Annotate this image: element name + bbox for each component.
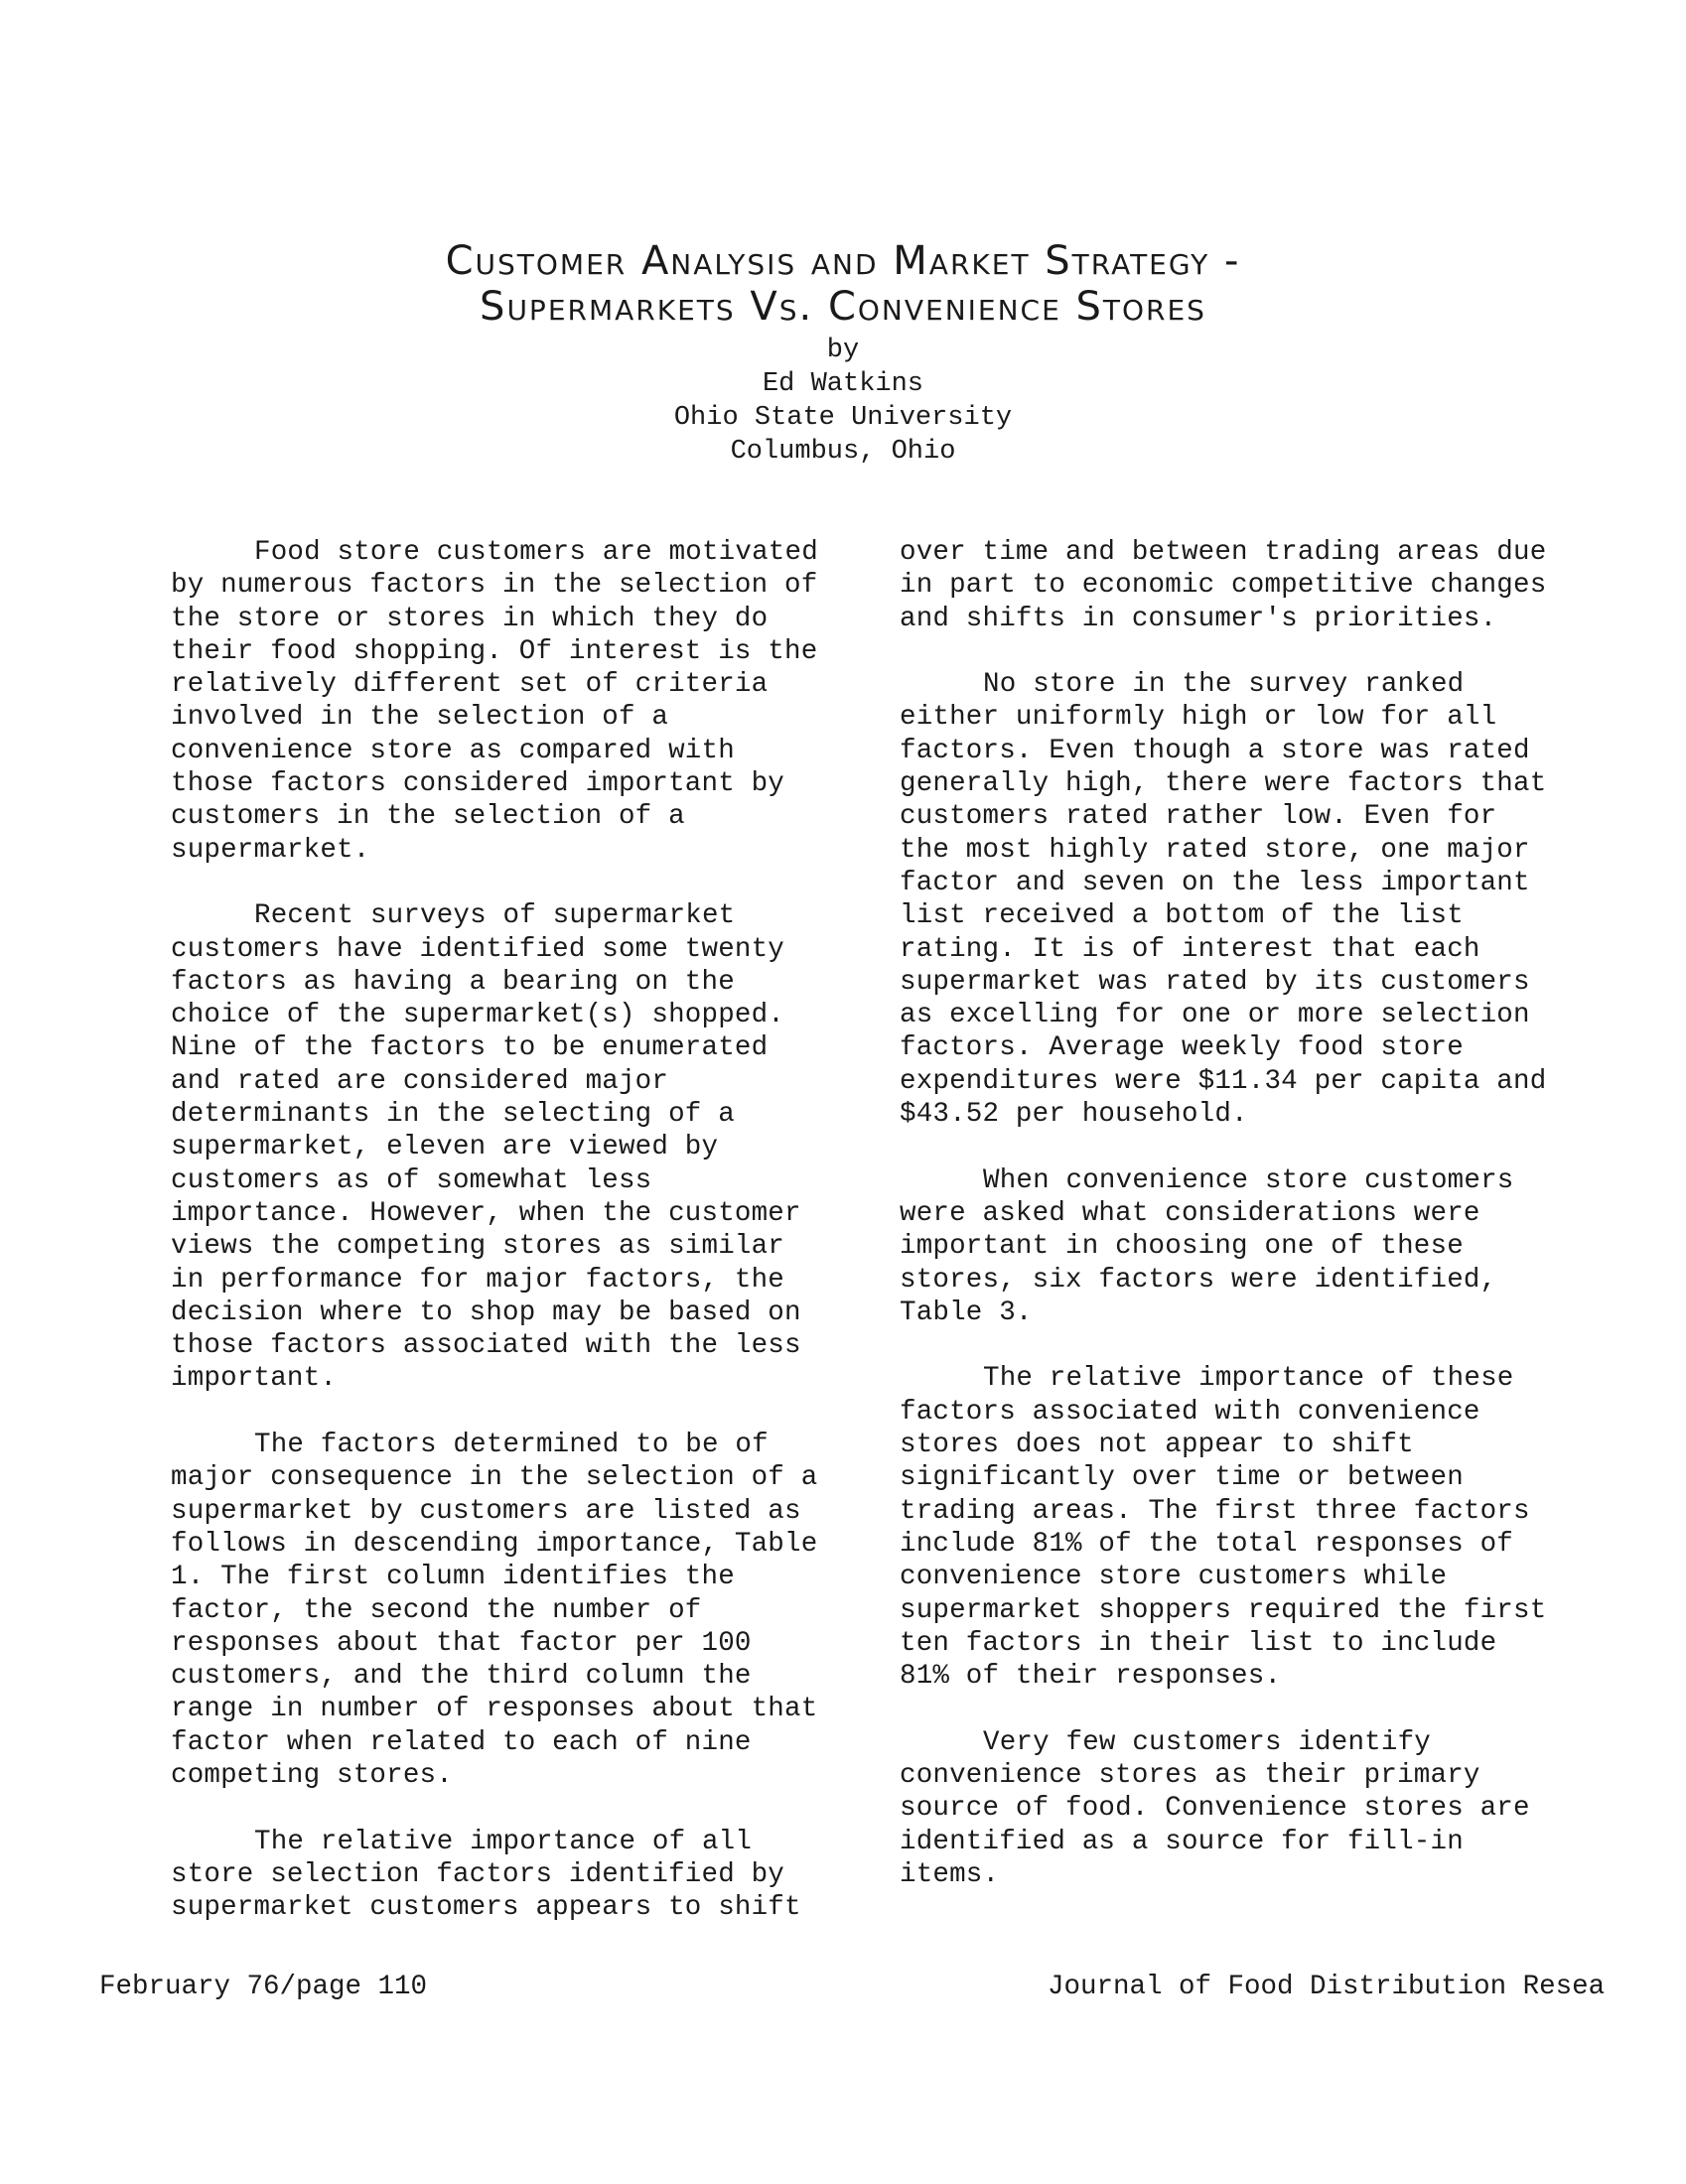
footer-journal-name: Journal of Food Distribution Resea	[1048, 1972, 1606, 2002]
article-header	[0, 238, 1686, 469]
left-paragraph-4: The relative importance of all store selection factors identified by supermarket customers appears to shift	[171, 1826, 801, 1924]
right-paragraph-continuation: over time and between trading areas due in part to economic competitive changes and shifts in consumer's priorities.	[900, 537, 1547, 634]
left-paragraph-3: The factors determined to be of major consequence in the selection of a supermarket by customers are listed as follows in descending importance, Table 1. The first column identifies the factor, the second the number of responses about that factor per 100 customers, and the third column the range in number of responses about that factor when related to each of nine competing stores.	[171, 1430, 818, 1791]
author-affiliation: Ohio State University	[673, 403, 1013, 433]
right-paragraph-4: Very few customers identify convenience stores as their primary source of food. Convenience stores are identified as a source for fill-in items.	[900, 1726, 1530, 1890]
right-paragraph-2: When convenience store customers were asked what considerations were important in choosing one of these stores, six factors were identified, Table 3.	[900, 1164, 1514, 1328]
author-name: Ed Watkins	[762, 369, 924, 399]
author-location: Columbus, Ohio	[730, 437, 956, 467]
right-paragraph-1: No store in the survey ranked either uniformly high or low for all factors. Even though a store was rated generally high, there were factors that customers rated rather low. Even for the most highly rated store, one major factor and seven on the less important list received a bottom of the list rating. It is of interest that each supermarket was rated by its customers as excelling for one or more selection factors. Average weekly food store expenditures were $11.34 per capita and $43.52 per household.	[900, 669, 1547, 1131]
byline-by: by	[826, 336, 860, 365]
footer-issue-page: February 76/page 110	[99, 1972, 428, 2002]
right-column	[900, 536, 1555, 1924]
right-paragraph-3: The relative importance of these factors associated with convenience stores does not appear to shift significantly over time or between trading areas. The first three factors include 81% of the total responses of convenience store customers while supermarket shoppers required the first ten factors in their list to include 81% of their responses.	[900, 1363, 1547, 1693]
left-column	[171, 536, 826, 1958]
left-paragraph-1: Food store customers are motivated by numerous factors in the selection of the store or stores in which they do their food shopping. Of interest is the relatively different set of criteria involved in the selection of a convenience store as compared with those factors considered important by customers in the selection of a supermarket.	[171, 537, 818, 866]
left-paragraph-2: Recent surveys of supermarket customers have identified some twenty factors as having a bearing on the choice of the supermarket(s) shopped. Nine of the factors to be enumerated and rated are considered major determinants in the selecting of a supermarket, eleven are viewed by customers as of somewhat less importance. However, when the customer views the competing stores as similar in performance for major factors, the decision where to shop may be based on those factors associated with the less important.	[171, 900, 801, 1395]
article-title-line-1: Customer Analysis and Market Strategy -	[445, 238, 1241, 284]
article-title-line-2: Supermarkets Vs. Convenience Stores	[480, 284, 1206, 330]
